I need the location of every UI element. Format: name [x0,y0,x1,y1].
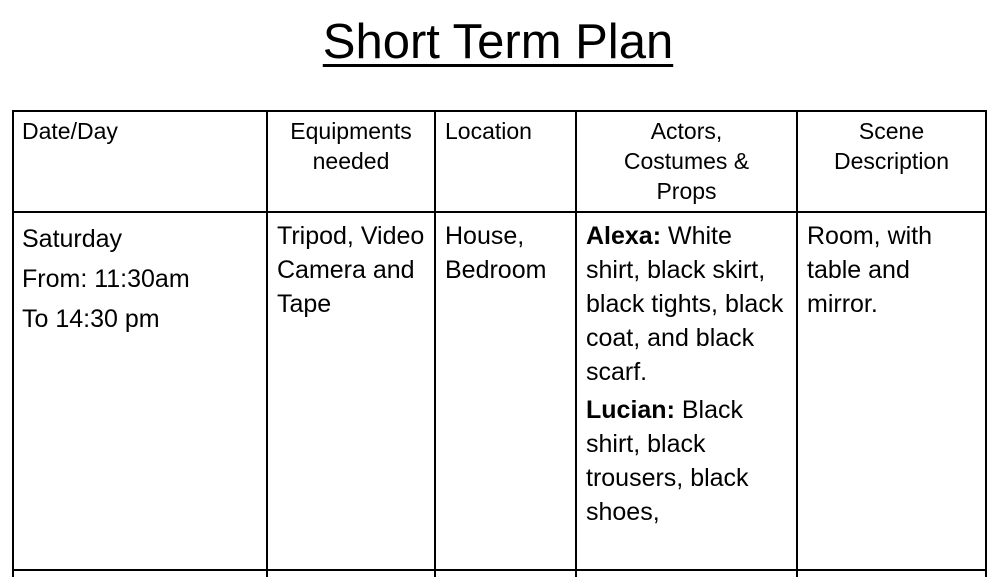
header-location [445,116,573,146]
actor-entry [586,219,791,389]
table-top-border [12,110,987,112]
actor-entry [586,393,791,529]
header-location-label: Location [445,118,532,144]
cell-actors [586,219,791,529]
page-title: Short Term Plan [322,15,674,69]
header-equipment-line: Equipments [290,118,412,144]
cell-date [22,219,262,339]
cell-equipment [277,219,427,321]
header-date-label: Date/Day [22,118,118,144]
row-divider [12,569,987,571]
header-date [22,116,262,146]
column-divider [796,110,798,577]
cell-location [445,219,573,287]
table-left-border [12,110,14,577]
header-equipment-line: needed [312,148,390,174]
header-scene-line: Scene [858,118,925,144]
header-actors-line: Props [656,178,717,204]
equipment-text: Tripod, Video Camera and Tape [277,222,425,318]
date-from: From: 11:30am [22,265,190,293]
header-actors-line: Actors, [650,118,723,144]
actor-costume: Black shirt, black trousers, black shoes, [586,396,749,526]
date-day: Saturday [22,225,123,253]
header-equipment [268,116,434,176]
scene-text: Room, with table and mirror. [807,222,933,318]
date-to: To 14:30 pm [22,305,160,333]
header-actors [577,116,796,206]
column-divider [266,110,268,577]
table-right-border [985,110,987,577]
location-text: House, Bedroom [445,222,547,284]
header-actors-line: Costumes & [623,148,750,174]
header-scene-line: Description [833,148,950,174]
actor-name: Lucian: [586,396,675,424]
header-scene [798,116,985,176]
column-divider [434,110,436,577]
header-divider [12,211,987,213]
cell-scene [807,219,977,321]
actor-name: Alexa: [586,222,662,250]
actor-costume: White shirt, black skirt, black tights, black coat, and black scarf. [586,222,784,386]
